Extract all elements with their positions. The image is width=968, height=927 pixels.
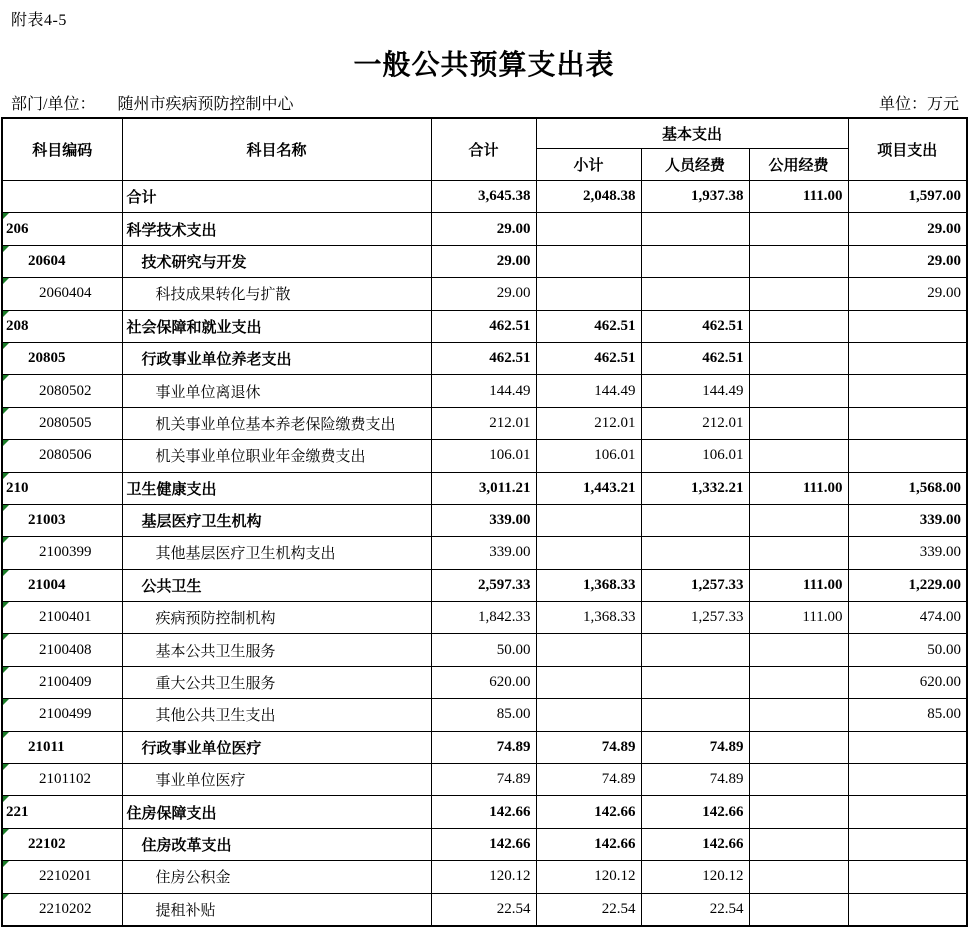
project-expenditure-cell [848, 861, 967, 893]
personnel-expense-cell: 462.51 [641, 310, 749, 342]
cell-corner-flag-icon [3, 473, 9, 479]
subject-code-cell [2, 634, 122, 666]
personnel-expense-cell: 1,257.33 [641, 569, 749, 601]
subject-name-cell: 事业单位离退休 [122, 375, 431, 407]
total-cell: 22.54 [431, 893, 536, 926]
project-expenditure-cell [848, 828, 967, 860]
subject-code: 21011 [28, 738, 65, 755]
total-cell: 339.00 [431, 504, 536, 536]
public-expense-cell [749, 893, 848, 926]
subject-code-cell [2, 278, 122, 310]
basic-subtotal-cell: 74.89 [536, 764, 641, 796]
header-personnel-expense: 人员经费 [641, 149, 749, 181]
public-expense-cell [749, 764, 848, 796]
header-total: 合计 [431, 118, 536, 181]
subject-code-cell [2, 731, 122, 763]
project-expenditure-cell: 29.00 [848, 245, 967, 277]
personnel-expense-cell: 106.01 [641, 440, 749, 472]
header-subject-name: 科目名称 [122, 118, 431, 181]
table-row [2, 213, 967, 245]
public-expense-cell: 111.00 [749, 602, 848, 634]
department-value: 随州市疾病预防控制中心 [117, 96, 294, 113]
subject-code: 206 [6, 220, 29, 237]
table-row [2, 796, 967, 828]
subject-code: 2100499 [39, 706, 92, 723]
cell-corner-flag-icon [3, 440, 9, 446]
table-header [2, 118, 967, 181]
public-expense-cell [749, 407, 848, 439]
project-expenditure-cell: 85.00 [848, 699, 967, 731]
total-cell: 74.89 [431, 764, 536, 796]
subject-code-cell [2, 504, 122, 536]
table-row [2, 537, 967, 569]
subject-name-cell: 其他公共卫生支出 [122, 699, 431, 731]
personnel-expense-cell [641, 278, 749, 310]
public-expense-cell [749, 861, 848, 893]
subject-code-cell [2, 602, 122, 634]
cell-corner-flag-icon [3, 343, 9, 349]
personnel-expense-cell: 1,332.21 [641, 472, 749, 504]
total-cell: 144.49 [431, 375, 536, 407]
basic-subtotal-cell: 1,443.21 [536, 472, 641, 504]
public-expense-cell [749, 504, 848, 536]
subject-code-cell [2, 699, 122, 731]
total-cell: 462.51 [431, 310, 536, 342]
subject-code: 2080506 [39, 447, 92, 464]
subject-code-cell [2, 245, 122, 277]
personnel-expense-cell: 120.12 [641, 861, 749, 893]
project-expenditure-cell: 1,229.00 [848, 569, 967, 601]
cell-corner-flag-icon [3, 861, 9, 867]
total-cell: 142.66 [431, 828, 536, 860]
cell-corner-flag-icon [3, 764, 9, 770]
total-cell: 120.12 [431, 861, 536, 893]
project-expenditure-cell [848, 440, 967, 472]
subject-code: 2080502 [39, 382, 92, 399]
subject-name-cell: 科学技术支出 [122, 213, 431, 245]
project-expenditure-cell [848, 796, 967, 828]
subject-name-cell: 重大公共卫生服务 [122, 666, 431, 698]
personnel-expense-cell [641, 504, 749, 536]
basic-subtotal-cell: 120.12 [536, 861, 641, 893]
subject-code: 208 [6, 317, 29, 334]
total-cell: 85.00 [431, 699, 536, 731]
cell-corner-flag-icon [3, 537, 9, 543]
table-row [2, 634, 967, 666]
personnel-expense-cell [641, 634, 749, 666]
subject-name-cell: 科技成果转化与扩散 [122, 278, 431, 310]
table-row [2, 699, 967, 731]
subject-code-cell [2, 472, 122, 504]
cell-corner-flag-icon [3, 375, 9, 381]
table-row [2, 310, 967, 342]
subject-code: 2210202 [39, 900, 92, 917]
public-expense-cell: 111.00 [749, 569, 848, 601]
basic-subtotal-cell: 144.49 [536, 375, 641, 407]
table-body [2, 181, 967, 926]
cell-corner-flag-icon [3, 894, 9, 900]
subject-name-cell: 机关事业单位职业年金缴费支出 [122, 440, 431, 472]
public-expense-cell [749, 828, 848, 860]
personnel-expense-cell: 142.66 [641, 796, 749, 828]
subject-code-cell [2, 569, 122, 601]
basic-subtotal-cell [536, 504, 641, 536]
cell-corner-flag-icon [3, 570, 9, 576]
project-expenditure-cell: 1,597.00 [848, 181, 967, 213]
subject-code: 2100409 [39, 674, 92, 691]
table-row [2, 472, 967, 504]
subject-name-cell: 机关事业单位基本养老保险缴费支出 [122, 407, 431, 439]
project-expenditure-cell: 339.00 [848, 537, 967, 569]
public-expense-cell [749, 245, 848, 277]
table-row [2, 407, 967, 439]
basic-subtotal-cell: 212.01 [536, 407, 641, 439]
basic-subtotal-cell: 22.54 [536, 893, 641, 926]
table-row [2, 342, 967, 374]
cell-corner-flag-icon [3, 278, 9, 284]
unit-label: 单位：万元 [878, 96, 959, 113]
subject-name-cell: 住房保障支出 [122, 796, 431, 828]
table-row [2, 893, 967, 926]
project-expenditure-cell: 474.00 [848, 602, 967, 634]
header-project-expenditure: 项目支出 [848, 118, 967, 181]
project-expenditure-cell: 1,568.00 [848, 472, 967, 504]
personnel-expense-cell: 144.49 [641, 375, 749, 407]
basic-subtotal-cell [536, 537, 641, 569]
subject-code: 221 [6, 803, 29, 820]
subject-code-cell [2, 764, 122, 796]
subject-code: 2100408 [39, 641, 92, 658]
public-expense-cell: 111.00 [749, 472, 848, 504]
project-expenditure-cell [848, 764, 967, 796]
subject-name-cell: 卫生健康支出 [122, 472, 431, 504]
public-expense-cell [749, 310, 848, 342]
total-cell: 74.89 [431, 731, 536, 763]
cell-corner-flag-icon [3, 796, 9, 802]
public-expense-cell [749, 699, 848, 731]
cell-corner-flag-icon [3, 634, 9, 640]
project-expenditure-cell: 29.00 [848, 213, 967, 245]
public-expense-cell [749, 731, 848, 763]
total-cell: 142.66 [431, 796, 536, 828]
header-basic-subtotal: 小计 [536, 149, 641, 181]
page-title: 一般公共预算支出表 [353, 50, 615, 81]
subject-code-cell [2, 861, 122, 893]
personnel-expense-cell: 212.01 [641, 407, 749, 439]
project-expenditure-cell [848, 893, 967, 926]
public-expense-cell [749, 634, 848, 666]
personnel-expense-cell: 74.89 [641, 731, 749, 763]
basic-subtotal-cell [536, 213, 641, 245]
project-expenditure-cell [848, 731, 967, 763]
subject-code-cell [2, 213, 122, 245]
subject-name-cell: 公共卫生 [122, 569, 431, 601]
public-expense-cell [749, 537, 848, 569]
table-row [2, 181, 967, 213]
basic-subtotal-cell [536, 699, 641, 731]
total-cell: 3,645.38 [431, 181, 536, 213]
department-label: 部门/单位： [11, 96, 96, 113]
basic-subtotal-cell: 142.66 [536, 796, 641, 828]
total-cell: 2,597.33 [431, 569, 536, 601]
subject-code: 2210201 [39, 868, 92, 885]
project-expenditure-cell [848, 407, 967, 439]
public-expense-cell [749, 278, 848, 310]
cell-corner-flag-icon [3, 732, 9, 738]
cell-corner-flag-icon [3, 505, 9, 511]
department-line [11, 91, 293, 114]
cell-corner-flag-icon [3, 829, 9, 835]
cell-corner-flag-icon [3, 408, 9, 414]
total-cell: 3,011.21 [431, 472, 536, 504]
subject-code: 21003 [28, 512, 66, 529]
basic-subtotal-cell: 462.51 [536, 310, 641, 342]
cell-corner-flag-icon [3, 699, 9, 705]
personnel-expense-cell [641, 537, 749, 569]
total-cell: 29.00 [431, 278, 536, 310]
subject-code: 2100399 [39, 544, 92, 561]
subject-code: 210 [6, 479, 29, 496]
budget-expenditure-table [1, 117, 968, 927]
subject-code: 20604 [28, 252, 66, 269]
table-row [2, 504, 967, 536]
table-row [2, 569, 967, 601]
subject-name-cell: 基本公共卫生服务 [122, 634, 431, 666]
personnel-expense-cell [641, 699, 749, 731]
subject-code: 21004 [28, 576, 66, 593]
table-row [2, 245, 967, 277]
public-expense-cell [749, 342, 848, 374]
public-expense-cell [749, 375, 848, 407]
subject-code: 2100401 [39, 609, 92, 626]
cell-corner-flag-icon [3, 602, 9, 608]
subject-code-cell [2, 666, 122, 698]
subject-code: 22102 [28, 836, 66, 852]
table-row [2, 828, 967, 860]
header-basic-expenditure: 基本支出 [536, 118, 848, 149]
project-expenditure-cell: 339.00 [848, 504, 967, 536]
total-cell: 29.00 [431, 213, 536, 245]
basic-subtotal-cell: 106.01 [536, 440, 641, 472]
subject-code-cell [2, 796, 122, 828]
personnel-expense-cell: 22.54 [641, 893, 749, 926]
table-row [2, 602, 967, 634]
total-cell: 339.00 [431, 537, 536, 569]
basic-subtotal-cell: 1,368.33 [536, 569, 641, 601]
subject-code: 20805 [28, 350, 66, 367]
cell-corner-flag-icon [3, 246, 9, 252]
subject-code-cell [2, 310, 122, 342]
total-cell: 462.51 [431, 342, 536, 374]
subject-name-cell: 基层医疗卫生机构 [122, 504, 431, 536]
public-expense-cell: 111.00 [749, 181, 848, 213]
table-row [2, 764, 967, 796]
table-row [2, 666, 967, 698]
subject-name-cell: 行政事业单位养老支出 [122, 342, 431, 374]
personnel-expense-cell: 142.66 [641, 828, 749, 860]
subject-name-cell: 事业单位医疗 [122, 764, 431, 796]
project-expenditure-cell [848, 342, 967, 374]
public-expense-cell [749, 666, 848, 698]
table-row [2, 440, 967, 472]
subject-code-cell [2, 440, 122, 472]
basic-subtotal-cell: 2,048.38 [536, 181, 641, 213]
subject-code-cell [2, 342, 122, 374]
subject-code-cell [2, 893, 122, 926]
total-cell: 106.01 [431, 440, 536, 472]
subject-code-cell [2, 537, 122, 569]
subject-name-cell: 提租补贴 [122, 893, 431, 926]
cell-corner-flag-icon [3, 667, 9, 673]
project-expenditure-cell [848, 375, 967, 407]
total-cell: 212.01 [431, 407, 536, 439]
personnel-expense-cell: 1,257.33 [641, 602, 749, 634]
attachment-label: 附表4-5 [11, 12, 67, 29]
basic-subtotal-cell [536, 634, 641, 666]
project-expenditure-cell [848, 310, 967, 342]
subject-code-cell [2, 181, 122, 213]
subject-name-cell: 合计 [122, 181, 431, 213]
project-expenditure-cell: 50.00 [848, 634, 967, 666]
subject-code-cell [2, 407, 122, 439]
basic-subtotal-cell [536, 666, 641, 698]
subject-name-cell: 行政事业单位医疗 [122, 731, 431, 763]
basic-subtotal-cell: 462.51 [536, 342, 641, 374]
personnel-expense-cell: 462.51 [641, 342, 749, 374]
total-cell: 50.00 [431, 634, 536, 666]
personnel-expense-cell: 1,937.38 [641, 181, 749, 213]
subject-code: 2080505 [39, 414, 92, 431]
personnel-expense-cell [641, 213, 749, 245]
project-expenditure-cell: 29.00 [848, 278, 967, 310]
subject-name-cell: 住房公积金 [122, 861, 431, 893]
cell-corner-flag-icon [3, 311, 9, 317]
basic-subtotal-cell [536, 245, 641, 277]
subject-name-cell: 社会保障和就业支出 [122, 310, 431, 342]
meta-row [11, 91, 959, 114]
table-row [2, 375, 967, 407]
table-row [2, 861, 967, 893]
table-row [2, 731, 967, 763]
subject-name-cell: 疾病预防控制机构 [122, 602, 431, 634]
subject-code-cell [2, 828, 122, 860]
public-expense-cell [749, 440, 848, 472]
cell-corner-flag-icon [3, 213, 9, 219]
total-cell: 620.00 [431, 666, 536, 698]
project-expenditure-cell: 620.00 [848, 666, 967, 698]
subject-name-cell: 住房改革支出 [122, 828, 431, 860]
subject-code: 2101102 [39, 771, 91, 788]
public-expense-cell [749, 796, 848, 828]
header-row-1 [2, 118, 967, 149]
subject-code-cell [2, 375, 122, 407]
basic-subtotal-cell: 74.89 [536, 731, 641, 763]
personnel-expense-cell: 74.89 [641, 764, 749, 796]
subject-name-cell: 技术研究与开发 [122, 245, 431, 277]
personnel-expense-cell [641, 666, 749, 698]
total-cell: 29.00 [431, 245, 536, 277]
basic-subtotal-cell: 142.66 [536, 828, 641, 860]
personnel-expense-cell [641, 245, 749, 277]
basic-subtotal-cell: 1,368.33 [536, 602, 641, 634]
header-public-expense: 公用经费 [749, 149, 848, 181]
total-cell: 1,842.33 [431, 602, 536, 634]
subject-name-cell: 其他基层医疗卫生机构支出 [122, 537, 431, 569]
header-subject-code: 科目编码 [2, 118, 122, 181]
table-row [2, 278, 967, 310]
subject-code: 2060404 [39, 285, 92, 302]
public-expense-cell [749, 213, 848, 245]
basic-subtotal-cell [536, 278, 641, 310]
